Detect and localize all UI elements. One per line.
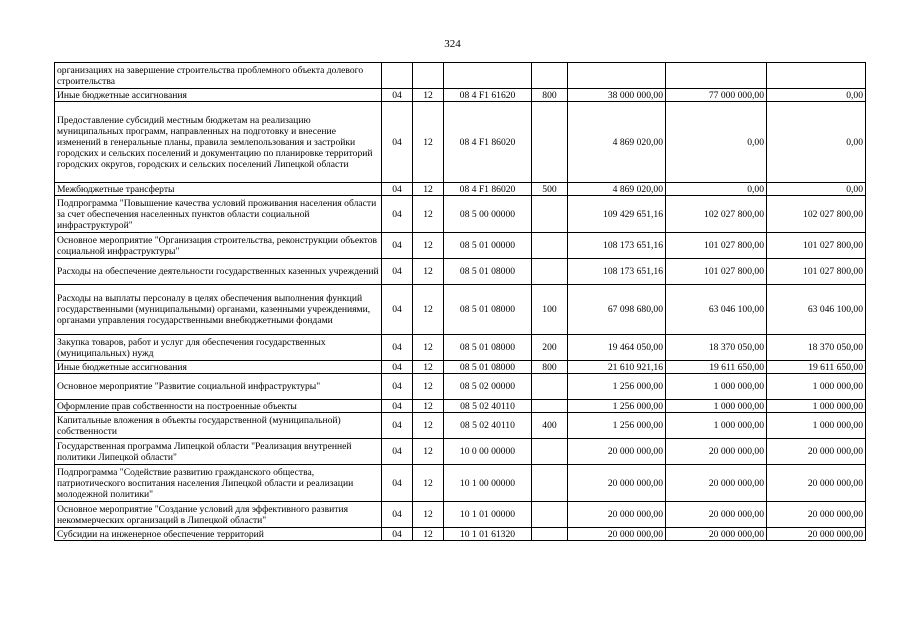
amount-year3-cell: 101 027 800,00 [767, 233, 866, 259]
table-row [55, 439, 866, 465]
amount-year2-cell: 19 611 650,00 [666, 361, 767, 374]
amount-year3-cell: 20 000 000,00 [767, 439, 866, 465]
amount-year2-cell: 77 000 000,00 [666, 89, 767, 102]
amount-year3-cell: 63 046 100,00 [767, 285, 866, 335]
chapter-cell: 04 [382, 102, 413, 183]
chapter-cell: 04 [382, 196, 413, 233]
page-number: 324 [444, 38, 461, 50]
amount-year3-cell: 18 370 050,00 [767, 335, 866, 361]
amount-year1-cell: 21 610 921,16 [568, 361, 666, 374]
amount-year3-cell: 1 000 000,00 [767, 413, 866, 439]
subsection-cell: 12 [413, 89, 444, 102]
row-name-cell: Государственная программа Липецкой области "Реализация внутренней политики Липецкой области" [55, 439, 382, 465]
budget-table-body [55, 63, 866, 541]
expense-type-cell: 500 [532, 183, 568, 196]
chapter-cell: 04 [382, 502, 413, 528]
amount-year2-cell: 1 000 000,00 [666, 374, 767, 400]
chapter-cell: 04 [382, 183, 413, 196]
row-name-cell: Предоставление субсидий местным бюджетам на реализацию муниципальных программ, направленных на подготовку и внесение изменений в генеральные планы, правила землепользования и застройки городских и сельских поселений и документацию по планировке территорий городских округов, городских и сельских поселений Липецкой области [55, 102, 382, 183]
amount-year1-cell: 1 256 000,00 [568, 413, 666, 439]
amount-year1-cell: 20 000 000,00 [568, 528, 666, 541]
row-name-cell: Субсидии на инженерное обеспечение территорий [55, 528, 382, 541]
row-name-cell: Расходы на выплаты персоналу в целях обеспечения выполнения функций государственными (муниципальными) органами, казенными учреждениями, органами управления государственными внебюджетными фондами [55, 285, 382, 335]
amount-year1-cell: 19 464 050,00 [568, 335, 666, 361]
amount-year3-cell: 101 027 800,00 [767, 259, 866, 285]
row-name-cell: Подпрограмма "Содействие развитию гражданского общества, патриотического воспитания населения Липецкой области и реализации молодежной политики" [55, 465, 382, 502]
amount-year2-cell: 0,00 [666, 102, 767, 183]
amount-year3-cell: 0,00 [767, 183, 866, 196]
chapter-cell: 04 [382, 89, 413, 102]
row-name-cell: Капитальные вложения в объекты государственной (муниципальной) собственности [55, 413, 382, 439]
expense-type-cell [532, 196, 568, 233]
subsection-cell: 12 [413, 439, 444, 465]
amount-year2-cell: 20 000 000,00 [666, 439, 767, 465]
subsection-cell: 12 [413, 183, 444, 196]
target-article-cell: 08 4 F1 61620 [444, 89, 532, 102]
row-name-cell: Иные бюджетные ассигнования [55, 361, 382, 374]
expense-type-cell: 800 [532, 89, 568, 102]
chapter-cell: 04 [382, 374, 413, 400]
amount-year1-cell: 109 429 651,16 [568, 196, 666, 233]
amount-year3-cell: 20 000 000,00 [767, 502, 866, 528]
chapter-cell [382, 63, 413, 89]
table-row [55, 196, 866, 233]
amount-year3-cell: 102 027 800,00 [767, 196, 866, 233]
target-article-cell: 08 5 00 00000 [444, 196, 532, 233]
chapter-cell: 04 [382, 465, 413, 502]
expense-type-cell [532, 374, 568, 400]
subsection-cell: 12 [413, 400, 444, 413]
amount-year1-cell: 20 000 000,00 [568, 502, 666, 528]
amount-year1-cell: 108 173 651,16 [568, 259, 666, 285]
expense-type-cell [532, 528, 568, 541]
target-article-cell: 08 4 F1 86020 [444, 183, 532, 196]
table-row [55, 63, 866, 89]
amount-year1-cell: 108 173 651,16 [568, 233, 666, 259]
expense-type-cell [532, 439, 568, 465]
target-article-cell: 08 5 02 00000 [444, 374, 532, 400]
subsection-cell: 12 [413, 196, 444, 233]
expense-type-cell [532, 259, 568, 285]
expense-type-cell [532, 102, 568, 183]
expense-type-cell: 400 [532, 413, 568, 439]
row-name-cell: Закупка товаров, работ и услуг для обеспечения государственных (муниципальных) нужд [55, 335, 382, 361]
amount-year3-cell: 0,00 [767, 89, 866, 102]
amount-year3-cell: 1 000 000,00 [767, 400, 866, 413]
target-article-cell: 10 1 01 61320 [444, 528, 532, 541]
subsection-cell: 12 [413, 528, 444, 541]
target-article-cell: 08 5 02 40110 [444, 413, 532, 439]
target-article-cell: 08 5 01 08000 [444, 259, 532, 285]
amount-year2-cell: 63 046 100,00 [666, 285, 767, 335]
chapter-cell: 04 [382, 413, 413, 439]
subsection-cell: 12 [413, 102, 444, 183]
table-row [55, 413, 866, 439]
target-article-cell: 10 1 01 00000 [444, 502, 532, 528]
target-article-cell: 08 5 02 40110 [444, 400, 532, 413]
amount-year2-cell [666, 63, 767, 89]
chapter-cell: 04 [382, 233, 413, 259]
amount-year2-cell: 1 000 000,00 [666, 413, 767, 439]
amount-year2-cell: 0,00 [666, 183, 767, 196]
chapter-cell: 04 [382, 285, 413, 335]
amount-year2-cell: 20 000 000,00 [666, 528, 767, 541]
row-name-cell: Подпрограмма "Повышение качества условий проживания населения области за счет обеспечения населенных пунктов области социальной инфраструктурой" [55, 196, 382, 233]
subsection-cell [413, 63, 444, 89]
subsection-cell: 12 [413, 285, 444, 335]
expense-type-cell [532, 400, 568, 413]
chapter-cell: 04 [382, 335, 413, 361]
table-row [55, 183, 866, 196]
table-row [55, 89, 866, 102]
amount-year1-cell: 4 869 020,00 [568, 102, 666, 183]
row-name-cell: Оформление прав собственности на построенные объекты [55, 400, 382, 413]
chapter-cell: 04 [382, 361, 413, 374]
row-name-cell: Основное мероприятие "Организация строительства, реконструкции объектов социальной инфраструктуры" [55, 233, 382, 259]
target-article-cell: 10 1 00 00000 [444, 465, 532, 502]
row-name-cell: Расходы на обеспечение деятельности государственных казенных учреждений [55, 259, 382, 285]
row-name-cell: Иные бюджетные ассигнования [55, 89, 382, 102]
table-row [55, 400, 866, 413]
amount-year1-cell [568, 63, 666, 89]
amount-year1-cell: 38 000 000,00 [568, 89, 666, 102]
target-article-cell: 08 5 01 08000 [444, 285, 532, 335]
chapter-cell: 04 [382, 259, 413, 285]
amount-year1-cell: 20 000 000,00 [568, 465, 666, 502]
amount-year3-cell: 19 611 650,00 [767, 361, 866, 374]
amount-year1-cell: 1 256 000,00 [568, 400, 666, 413]
expense-type-cell: 200 [532, 335, 568, 361]
amount-year2-cell: 101 027 800,00 [666, 233, 767, 259]
subsection-cell: 12 [413, 413, 444, 439]
expense-type-cell [532, 502, 568, 528]
amount-year2-cell: 20 000 000,00 [666, 465, 767, 502]
chapter-cell: 04 [382, 528, 413, 541]
row-name-cell: Основное мероприятие "Создание условий для эффективного развития некоммерческих организаций в Липецкой области" [55, 502, 382, 528]
expense-type-cell [532, 233, 568, 259]
amount-year2-cell: 102 027 800,00 [666, 196, 767, 233]
target-article-cell [444, 63, 532, 89]
table-row [55, 374, 866, 400]
subsection-cell: 12 [413, 259, 444, 285]
row-name-cell: Основное мероприятие "Развитие социальной инфраструктуры" [55, 374, 382, 400]
row-name-cell: Межбюджетные трансферты [55, 183, 382, 196]
target-article-cell: 10 0 00 00000 [444, 439, 532, 465]
amount-year3-cell [767, 63, 866, 89]
subsection-cell: 12 [413, 374, 444, 400]
table-row [55, 335, 866, 361]
table-row [55, 102, 866, 183]
amount-year2-cell: 20 000 000,00 [666, 502, 767, 528]
target-article-cell: 08 5 01 00000 [444, 233, 532, 259]
table-row [55, 233, 866, 259]
expense-type-cell [532, 465, 568, 502]
subsection-cell: 12 [413, 233, 444, 259]
amount-year1-cell: 20 000 000,00 [568, 439, 666, 465]
table-row [55, 361, 866, 374]
budget-table [54, 62, 866, 541]
amount-year2-cell: 1 000 000,00 [666, 400, 767, 413]
amount-year1-cell: 67 098 680,00 [568, 285, 666, 335]
chapter-cell: 04 [382, 400, 413, 413]
amount-year1-cell: 4 869 020,00 [568, 183, 666, 196]
target-article-cell: 08 4 F1 86020 [444, 102, 532, 183]
expense-type-cell: 100 [532, 285, 568, 335]
subsection-cell: 12 [413, 465, 444, 502]
table-row [55, 259, 866, 285]
subsection-cell: 12 [413, 335, 444, 361]
target-article-cell: 08 5 01 08000 [444, 361, 532, 374]
amount-year3-cell: 0,00 [767, 102, 866, 183]
target-article-cell: 08 5 01 08000 [444, 335, 532, 361]
amount-year2-cell: 101 027 800,00 [666, 259, 767, 285]
subsection-cell: 12 [413, 361, 444, 374]
chapter-cell: 04 [382, 439, 413, 465]
amount-year3-cell: 1 000 000,00 [767, 374, 866, 400]
amount-year3-cell: 20 000 000,00 [767, 528, 866, 541]
amount-year2-cell: 18 370 050,00 [666, 335, 767, 361]
expense-type-cell: 800 [532, 361, 568, 374]
subsection-cell: 12 [413, 502, 444, 528]
expense-type-cell [532, 63, 568, 89]
row-name-cell: организациях на завершение строительства проблемного объекта долевого строительства [55, 63, 382, 89]
amount-year3-cell: 20 000 000,00 [767, 465, 866, 502]
amount-year1-cell: 1 256 000,00 [568, 374, 666, 400]
table-row [55, 465, 866, 502]
table-row [55, 502, 866, 528]
table-row [55, 285, 866, 335]
table-row [55, 528, 866, 541]
